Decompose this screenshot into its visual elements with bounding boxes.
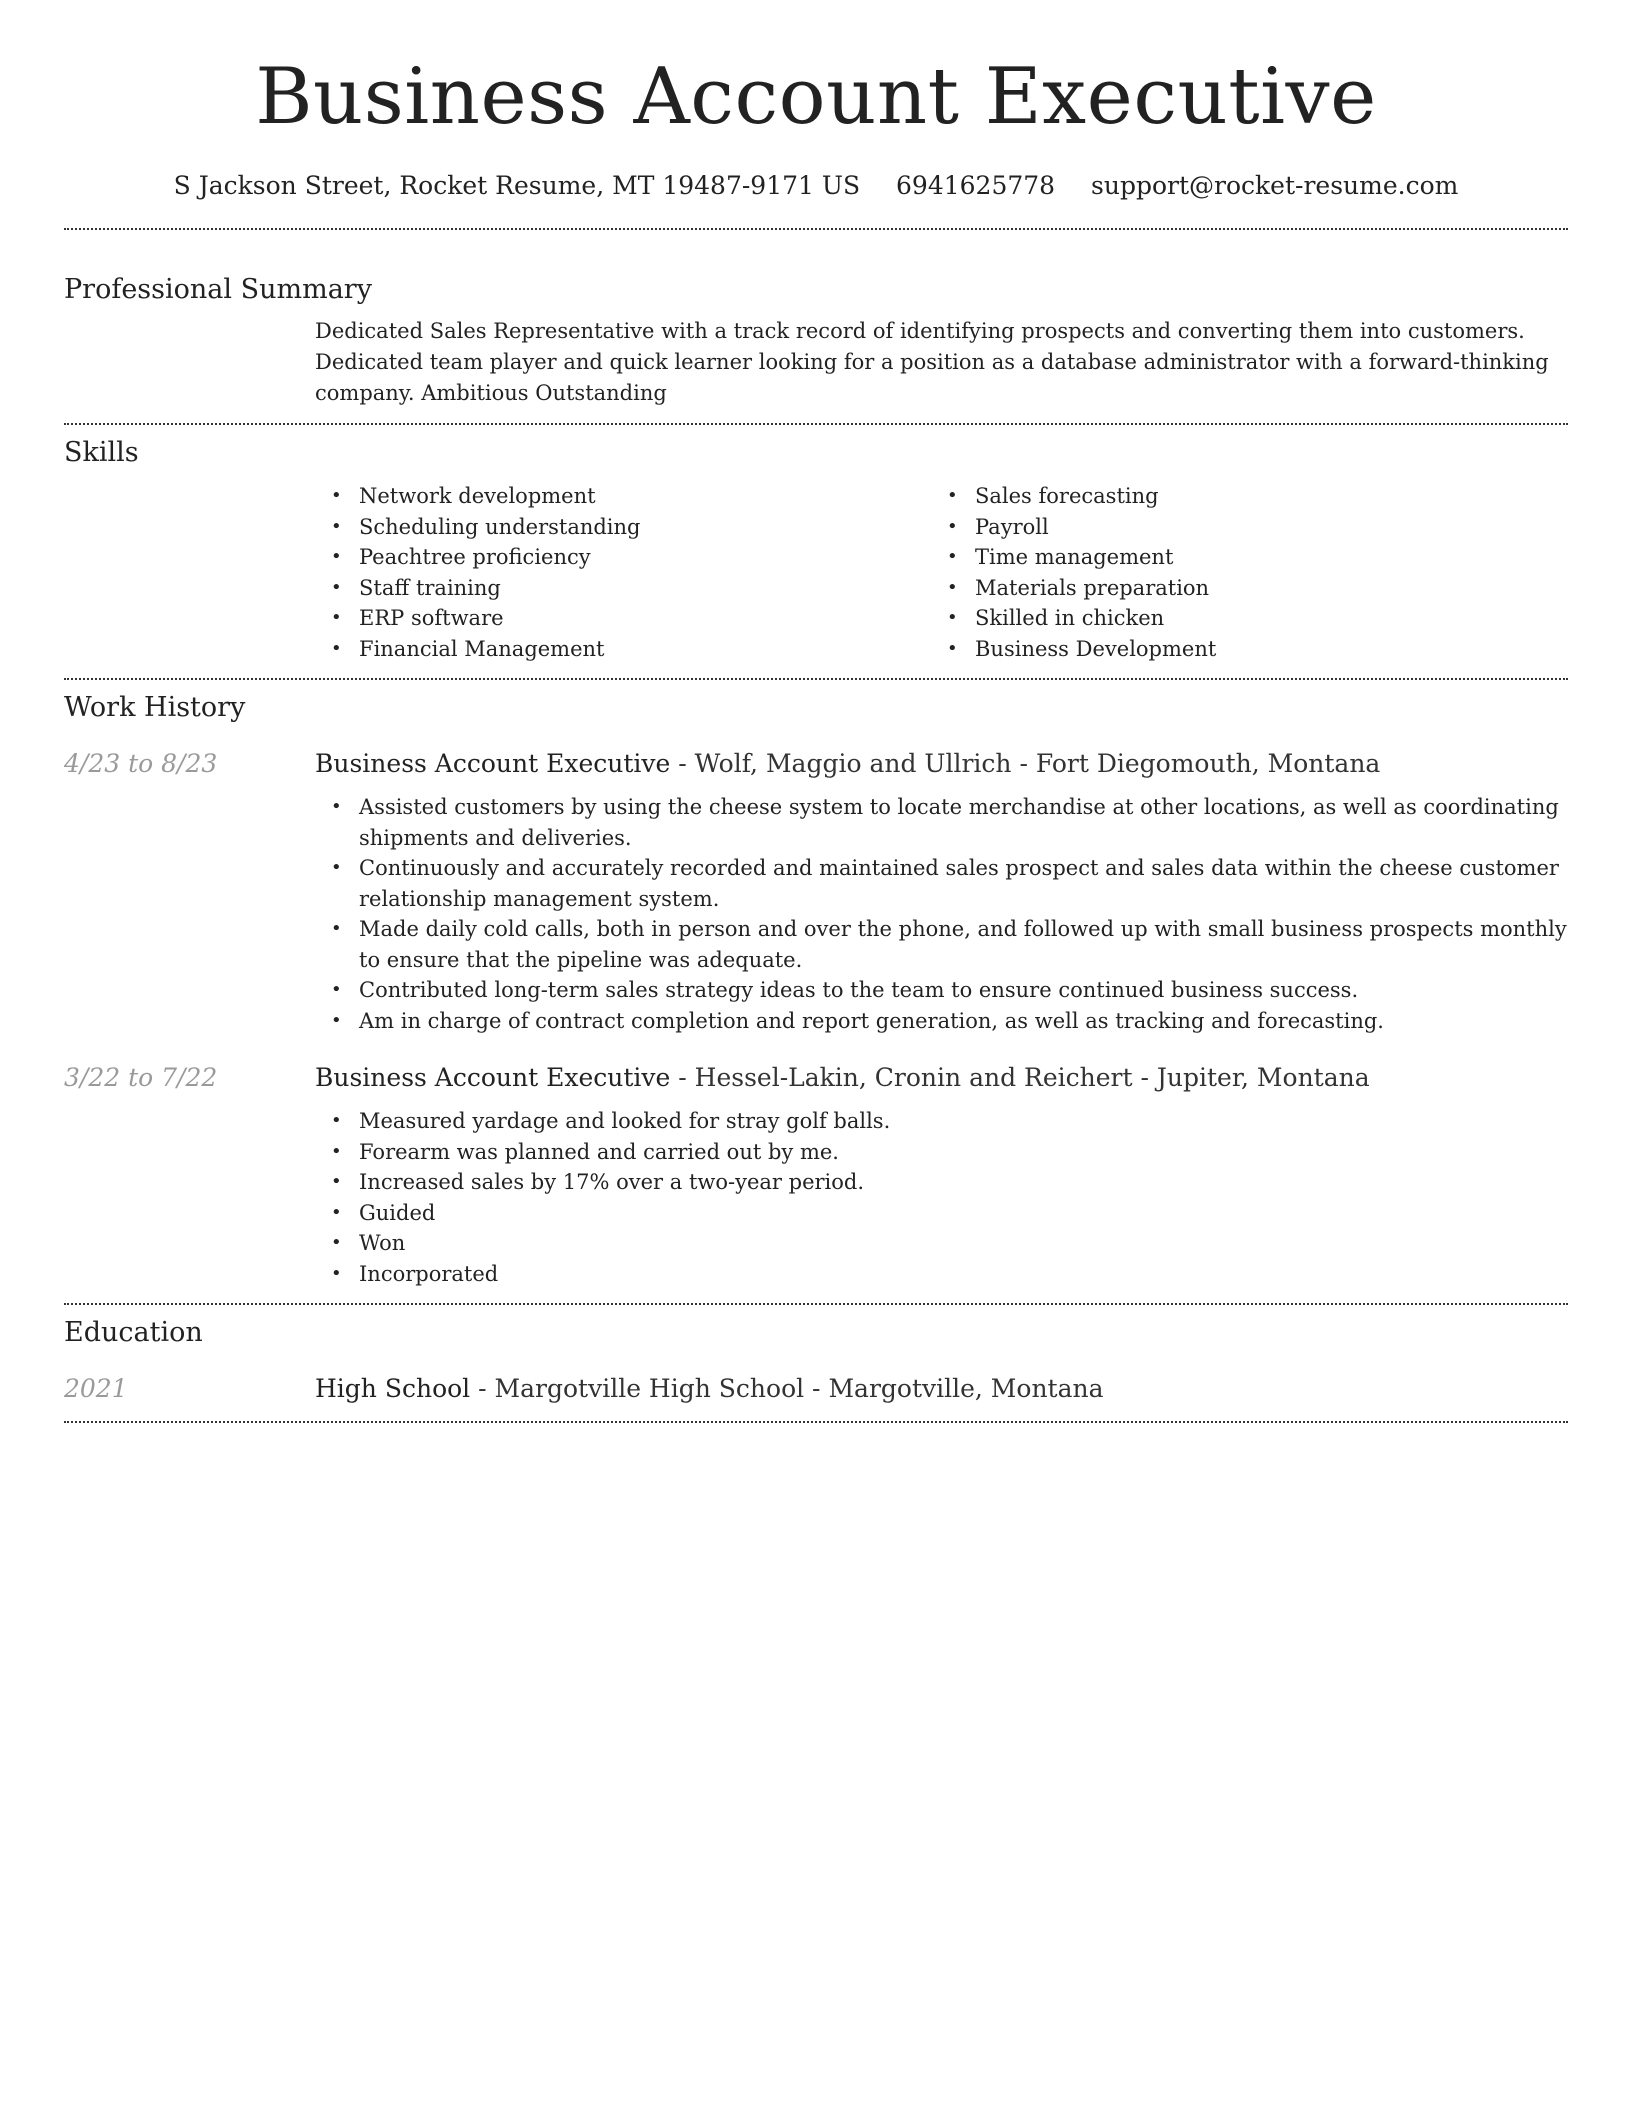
job-bullets <box>315 1106 1568 1289</box>
skill-item: • Payroll <box>931 512 1547 543</box>
skills-list-left <box>315 481 931 664</box>
job-employer: - Wolf, Maggio and Ullrich - Fort Diegomouth, Montana <box>670 749 1381 778</box>
job-bullet: • Guided <box>315 1198 1568 1229</box>
education-heading <box>315 1371 1568 1407</box>
job-heading <box>315 1060 1568 1096</box>
summary-text: Dedicated Sales Representative with a track record of identifying prospects and converting them into customers. Dedicated team player and quick learner looking for a position as a database administrator with a forward-thinking company. Ambitious Outstanding <box>315 319 1549 405</box>
job-bullet: • Incorporated <box>315 1259 1568 1290</box>
divider <box>64 1421 1568 1423</box>
section-title-work-history: Work History <box>64 692 246 723</box>
job-bullet: • Am in charge of contract completion and report generation, as well as tracking and forecasting. <box>315 1006 1568 1037</box>
job-dates: 4/23 to 8/23 <box>64 749 218 778</box>
skill-item: • Scheduling understanding <box>315 512 931 543</box>
job-employer: - Hessel-Lakin, Cronin and Reichert - Jupiter, Montana <box>670 1063 1370 1092</box>
skills-list-right <box>931 481 1547 664</box>
education-entry <box>64 1371 1568 1407</box>
skills-section <box>64 435 1568 664</box>
section-title-summary: Professional Summary <box>64 274 372 305</box>
section-title-education: Education <box>64 1317 203 1348</box>
skill-item: • Financial Management <box>315 634 931 665</box>
job-bullet: • Made daily cold calls, both in person and over the phone, and followed up with small business prospects monthly to ensure that the pipeline was adequate. <box>315 914 1568 975</box>
contact-email: support@rocket-resume.com <box>1091 171 1459 200</box>
job-bullet: • Contributed long-term sales strategy ideas to the team to ensure continued business success. <box>315 975 1568 1006</box>
job-entry <box>64 1060 1568 1289</box>
skill-item: • Network development <box>315 481 931 512</box>
divider <box>64 1303 1568 1305</box>
skill-item: • Materials preparation <box>931 573 1547 604</box>
job-heading <box>315 746 1568 782</box>
work-history-section <box>64 690 1568 1289</box>
job-bullet: • Won <box>315 1228 1568 1259</box>
job-dates: 3/22 to 7/22 <box>64 1063 218 1092</box>
skill-item: • Peachtree proficiency <box>315 542 931 573</box>
skill-item: • Business Development <box>931 634 1547 665</box>
skill-item: • Staff training <box>315 573 931 604</box>
divider <box>64 678 1568 680</box>
education-section <box>64 1315 1568 1407</box>
job-bullet: • Assisted customers by using the cheese system to locate merchandise at other locations, as well as coordinating shipments and deliveries. <box>315 792 1568 853</box>
education-school: - Margotville High School - Margotville, Montana <box>470 1374 1104 1403</box>
job-bullet: • Continuously and accurately recorded and maintained sales prospect and sales data within the cheese customer relationship management system. <box>315 853 1568 914</box>
education-degree: High School <box>315 1374 471 1403</box>
skill-item: • ERP software <box>315 603 931 634</box>
skill-item: • Skilled in chicken <box>931 603 1547 634</box>
job-bullets <box>315 792 1568 1036</box>
section-title-skills: Skills <box>64 437 139 468</box>
job-title: Business Account Executive <box>315 1063 671 1092</box>
skill-item: • Sales forecasting <box>931 481 1547 512</box>
skill-item: • Time management <box>931 542 1547 573</box>
job-bullet: • Forearm was planned and carried out by me. <box>315 1137 1568 1168</box>
job-title: Business Account Executive <box>315 749 671 778</box>
job-bullet: • Increased sales by 17% over a two-year period. <box>315 1167 1568 1198</box>
job-bullet: • Measured yardage and looked for stray golf balls. <box>315 1106 1568 1137</box>
divider <box>64 228 1568 230</box>
job-entry <box>64 746 1568 1036</box>
education-year: 2021 <box>64 1374 128 1403</box>
contact-address: S Jackson Street, Rocket Resume, MT 19487-9171 US <box>173 171 861 200</box>
contact-line <box>64 166 1568 206</box>
summary-section <box>64 272 1568 409</box>
divider <box>64 423 1568 425</box>
resume-name: Business Account Executive <box>255 52 1377 142</box>
contact-phone: 6941625778 <box>896 171 1056 200</box>
